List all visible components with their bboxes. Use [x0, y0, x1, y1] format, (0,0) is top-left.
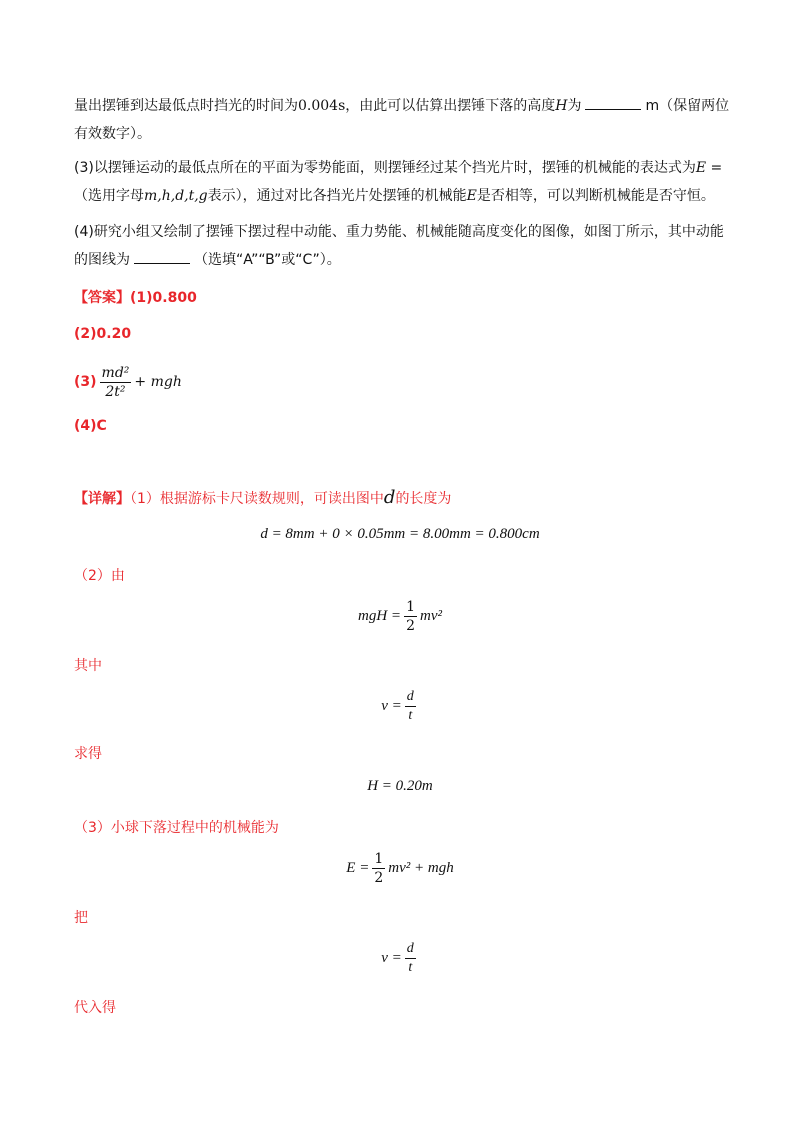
equation-4: H = 0.20m: [367, 778, 433, 794]
equation-5: E = $\frac{1}{2}$ mv² + mgh: [346, 851, 454, 886]
answer-line-1: 【答案】(1)0.800: [74, 290, 197, 306]
detail-step-6: 把: [74, 910, 88, 926]
answer-line-2: (2)0.20: [74, 326, 132, 342]
answer-blank[interactable]: [585, 95, 641, 110]
question-4-line-2: 的图线为 （选填“A”“B”或“C”）。: [74, 246, 734, 274]
question-4-line-1: (4)研究小组又绘制了摆锤下摆过程中动能、重力势能、机械能随高度变化的图像，如图丁所示，其中动能: [74, 224, 724, 240]
detail-step-1: 【详解】（1）根据游标卡尺读数规则，可读出图中d的长度为: [74, 487, 452, 508]
equation-5-fraction: $\frac{1}{2}$: [374, 851, 384, 886]
answer-line-4: (4)C: [74, 418, 107, 434]
equation-3-fraction: $\frac{d}{t}$: [406, 689, 414, 723]
question-3-line-2: （选用字母m,h,d,t,g表示），通过对比各挡光片处摆锤的机械能E是否相等，可以判断机械能是否守恒。: [74, 188, 715, 204]
equation-2-fraction: $\frac{1}{2}$: [406, 599, 415, 634]
answer-3-fraction: $\frac{\text{md²}}{\text{2t²}}$: [101, 364, 130, 400]
equation-3: v = $\frac{d}{t}$: [381, 689, 414, 723]
detail-step-4: 求得: [74, 746, 102, 762]
equation-6-fraction: $\frac{d}{t}$: [406, 941, 414, 975]
detail-step-2: （2）由: [74, 568, 125, 584]
question-2-line-2: 有效数字）。: [74, 126, 151, 142]
question-2-line-1: 量出摆锤到达最低点时挡光的时间为0.004s，由此可以估算出摆锤下落的高度H为 m（保留两位: [74, 92, 734, 120]
equation-6: v = $\frac{d}{t}$: [381, 941, 414, 975]
detail-step-5: （3）小球下落过程中的机械能为: [74, 820, 279, 836]
answer-line-3: (3) $\frac{\text{md²}}{\text{2t²}}$ + mgh: [74, 364, 182, 400]
equation-1: d = 8mm + 0 × 0.05mm = 8.00mm = 0.800cm: [260, 526, 540, 542]
detail-step-3: 其中: [74, 658, 102, 674]
detail-step-7: 代入得: [74, 1000, 116, 1016]
question-3-line-1: (3)以摆锤运动的最低点所在的平面为零势能面，则摆锤经过某个挡光片时，摆锤的机械能的表达式为E =: [74, 160, 723, 176]
equation-2: mgH = $\frac{1}{2}$ mv²: [358, 599, 442, 634]
answer-blank[interactable]: [134, 249, 190, 264]
